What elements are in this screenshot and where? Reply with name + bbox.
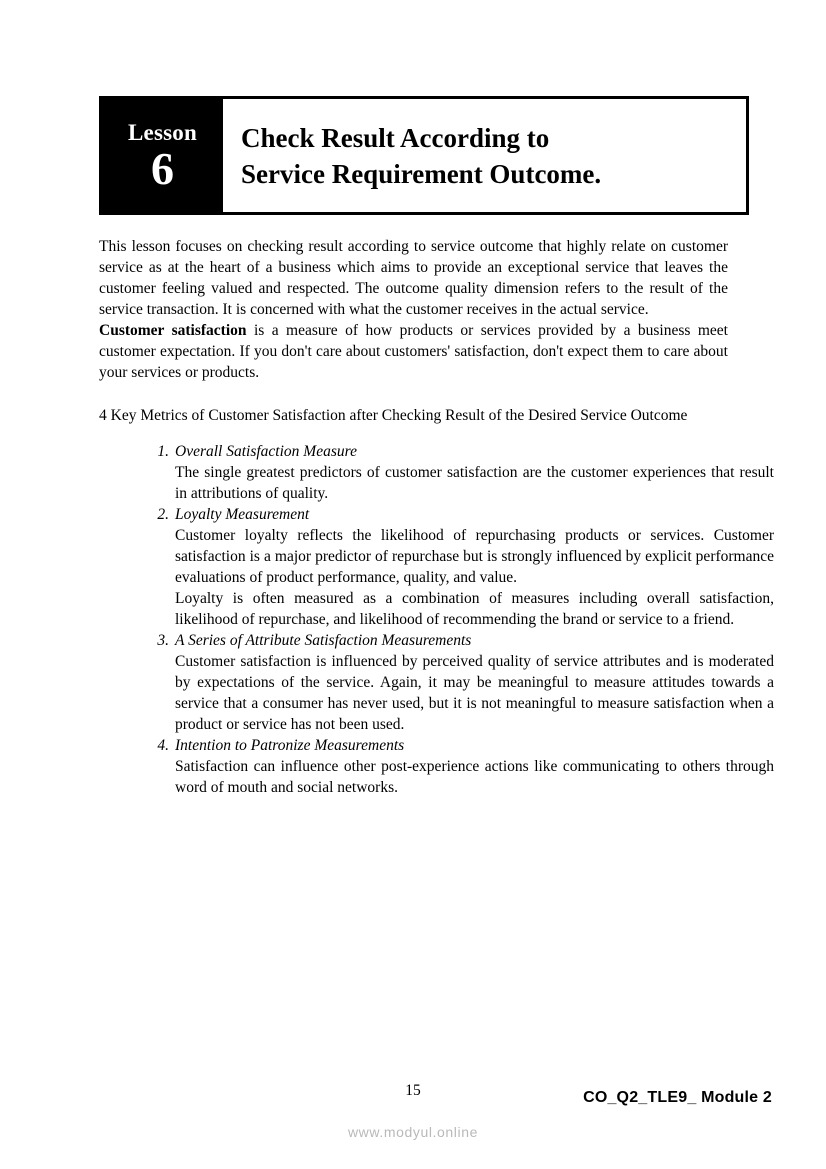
list-item-number: 4.: [157, 737, 169, 754]
metrics-heading: 4 Key Metrics of Customer Satisfaction after Checking Result of the Desired Service Outcome: [99, 407, 688, 424]
list-item-title: Overall Satisfaction Measure: [175, 443, 357, 460]
lesson-title-line-2: Service Requirement Outcome.: [241, 158, 602, 189]
list-item: [145, 441, 774, 504]
list-item-title: Loyalty Measurement: [175, 506, 310, 523]
list-item-paragraph: Customer loyalty reflects the likelihood of repurchasing products or services. Customer satisfaction is a major predictor of repurchase but is strongly influenced by explicit performance evaluations of product performance, quality, and value.: [175, 527, 774, 586]
list-item: [145, 504, 774, 630]
intro-section: [99, 236, 728, 383]
intro-paragraph-2-rest: is a measure of how products or services provided by a business meet customer expectation. If you don't care about customers' satisfaction, don't expect them to care about your services or products.: [99, 322, 728, 381]
list-item-paragraph: The single greatest predictors of customer satisfaction are the customer experiences that result in attributions of quality.: [175, 464, 774, 502]
page-number: 15: [405, 1082, 421, 1099]
list-item-number: 2.: [157, 506, 169, 523]
lesson-number: 6: [151, 143, 174, 194]
list-item-paragraph: Satisfaction can influence other post-experience actions like communicating to others through word of mouth and social networks.: [175, 758, 774, 796]
lesson-banner: [99, 96, 749, 215]
list-item: [145, 735, 774, 798]
lesson-badge: [102, 99, 223, 212]
list-item-title: Intention to Patronize Measurements: [175, 737, 405, 754]
lesson-title: [223, 99, 746, 212]
lesson-title-line-1: Check Result According to: [241, 122, 550, 153]
watermark: www.modyul.online: [347, 1124, 479, 1140]
list-item-number: 1.: [157, 443, 169, 460]
lesson-word: Lesson: [128, 120, 197, 145]
intro-paragraph-1: This lesson focuses on checking result according to service outcome that highly relate on customer service as at the heart of a business which aims to provide an exceptional service that leaves the customer feeling valued and respected. The outcome quality dimension refers to the result of the service transaction. It is concerned with what the customer receives in the actual service.: [99, 238, 728, 318]
list-item-paragraph: Loyalty is often measured as a combination of measures including overall satisfaction, likelihood of repurchase, and likelihood of recommending the brand or service to a friend.: [175, 590, 774, 628]
list-item-paragraph: Customer satisfaction is influenced by perceived quality of service attributes and is moderated by expectations of the service. Again, it may be meaningful to measure attitudes towards a service that a consumer has never used, but it is not meaningful to measure satisfaction when a product or service has not been used.: [175, 653, 774, 733]
list-item-title: A Series of Attribute Satisfaction Measurements: [175, 632, 472, 649]
list-item-number: 3.: [157, 632, 169, 649]
metrics-list: [99, 441, 774, 798]
intro-paragraph-2: [99, 320, 728, 383]
list-item: [145, 630, 774, 735]
customer-satisfaction-term: Customer satisfaction: [99, 322, 247, 339]
module-code: CO_Q2_TLE9_ Module 2: [583, 1089, 772, 1106]
